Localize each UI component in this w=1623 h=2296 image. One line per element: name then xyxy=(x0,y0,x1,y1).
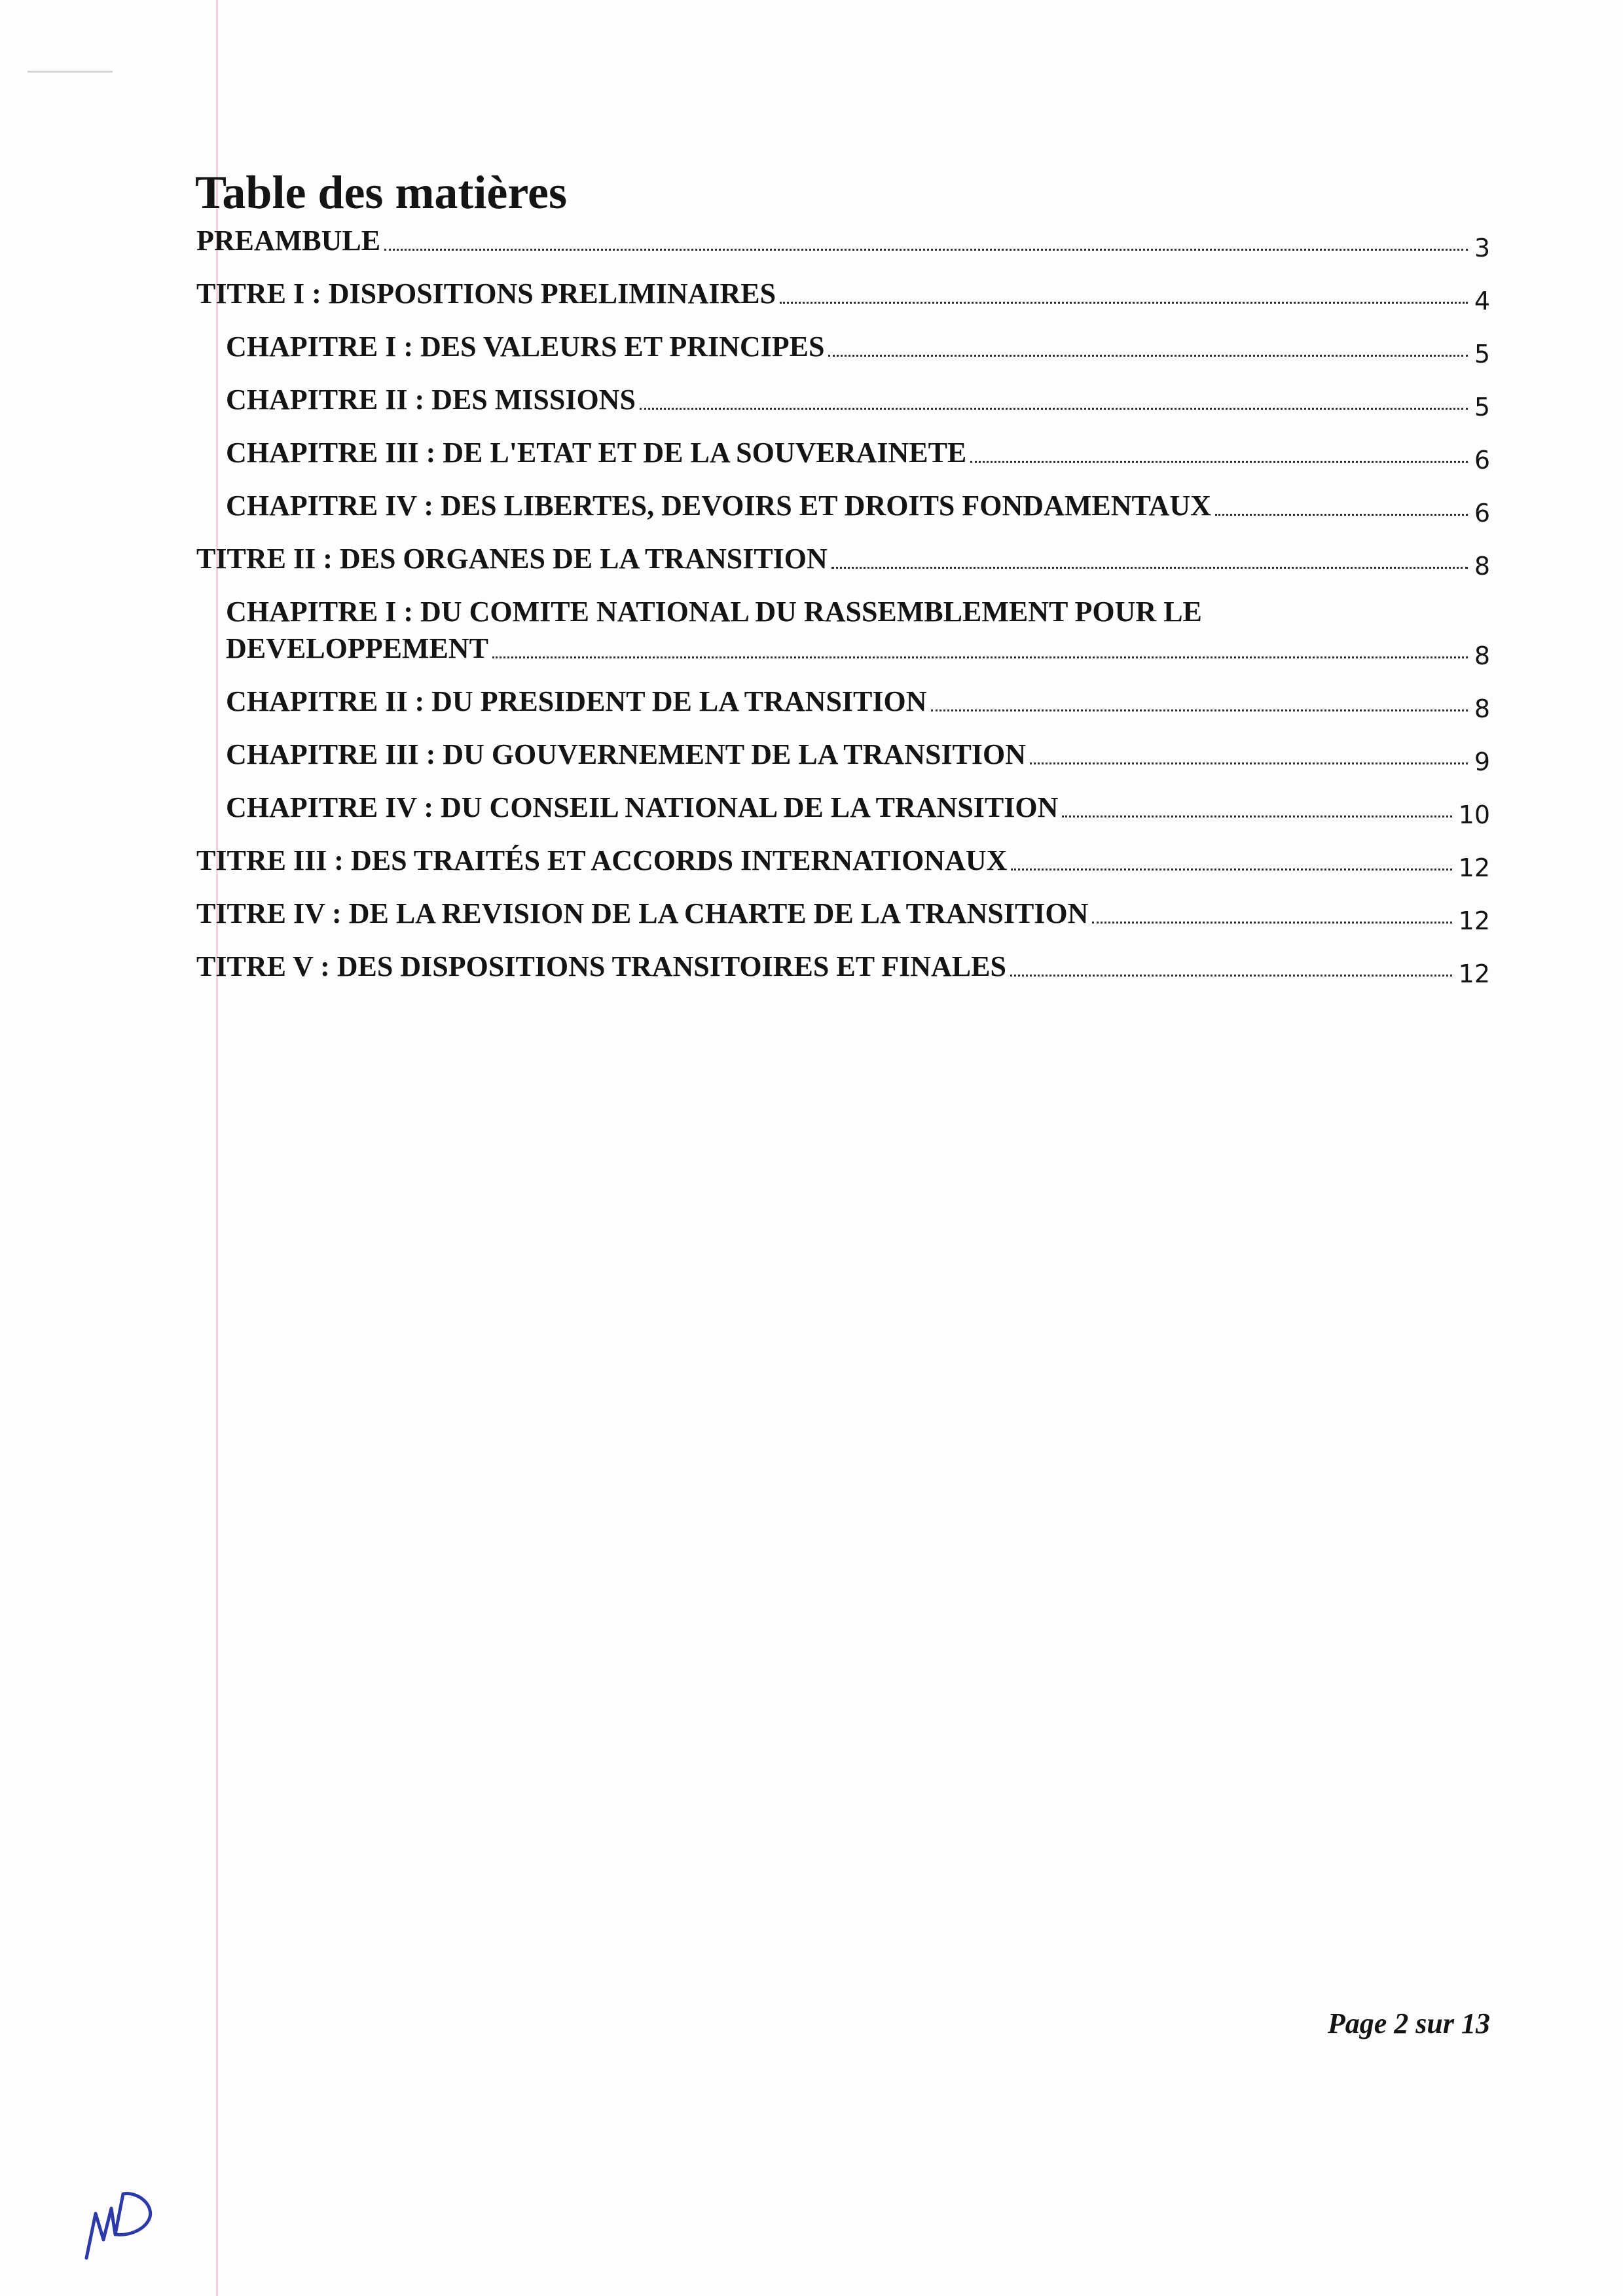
toc-entry-label: DEVELOPPEMENT xyxy=(226,632,488,664)
toc-entry-label: CHAPITRE III : DU GOUVERNEMENT DE LA TRANSITION xyxy=(226,738,1027,770)
toc-entry-page: 12 xyxy=(1458,906,1490,935)
toc-entry-page: 8 xyxy=(1474,694,1490,723)
toc-entry-page: 4 xyxy=(1474,287,1490,315)
toc-entry-label: TITRE I : DISPOSITIONS PRELIMINAIRES xyxy=(196,278,776,310)
toc-entry-page: 6 xyxy=(1474,446,1490,475)
initials-signature xyxy=(72,2153,157,2265)
toc-entry-line-2 xyxy=(226,630,1490,670)
toc-dot-leader xyxy=(831,567,1468,569)
toc-entry-page: 12 xyxy=(1458,960,1490,988)
toc-list xyxy=(0,0,1623,1047)
toc-entry-titre-1-chapitre-1[interactable] xyxy=(226,329,1490,368)
toc-dot-leader xyxy=(780,302,1468,304)
toc-entry-line-1 xyxy=(226,594,1202,626)
toc-entry-titre-1-chapitre-3[interactable] xyxy=(226,435,1490,475)
toc-entry-page: 12 xyxy=(1458,853,1490,882)
toc-entry-titre-1-chapitre-4[interactable] xyxy=(226,488,1490,528)
toc-entry-titre-2-chapitre-3[interactable] xyxy=(226,736,1490,776)
toc-entry-page: 5 xyxy=(1474,393,1490,422)
toc-dot-leader xyxy=(492,656,1468,658)
toc-entry-label: CHAPITRE IV : DU CONSEIL NATIONAL DE LA TRANSITION xyxy=(226,791,1059,823)
toc-entry-page: 8 xyxy=(1474,552,1490,581)
toc-entry-titre-1-chapitre-2[interactable] xyxy=(226,382,1490,422)
toc-entry-titre-5[interactable] xyxy=(196,948,1490,988)
toc-entry-label: CHAPITRE IV : DES LIBERTES, DEVOIRS ET DROITS FONDAMENTAUX xyxy=(226,490,1211,522)
toc-entry-label: TITRE V : DES DISPOSITIONS TRANSITOIRES ET FINALES xyxy=(196,950,1006,982)
toc-entry-page: 3 xyxy=(1474,234,1490,262)
toc-entry-page: 5 xyxy=(1474,340,1490,368)
page-number-footer: Page 2 sur 13 xyxy=(1327,2007,1490,2039)
toc-entry-preambule[interactable] xyxy=(196,223,1490,262)
toc-entry-titre-4[interactable] xyxy=(196,895,1490,935)
toc-entry-label: CHAPITRE II : DU PRESIDENT DE LA TRANSITION xyxy=(226,685,927,717)
toc-dot-leader xyxy=(931,709,1468,711)
toc-dot-leader xyxy=(1062,816,1451,817)
toc-entry-page: 10 xyxy=(1458,800,1490,829)
toc-dot-leader xyxy=(828,355,1467,357)
toc-entry-titre-3[interactable] xyxy=(196,842,1490,882)
toc-dot-leader xyxy=(1215,514,1468,516)
toc-entry-page: 8 xyxy=(1474,641,1490,670)
toc-entry-page: 6 xyxy=(1474,499,1490,528)
toc-entry-label: TITRE III : DES TRAITÉS ET ACCORDS INTERNATIONAUX xyxy=(196,844,1008,876)
toc-entry-page: 9 xyxy=(1474,747,1490,776)
toc-entry-label: TITRE II : DES ORGANES DE LA TRANSITION xyxy=(196,543,828,575)
toc-dot-leader xyxy=(384,249,1468,251)
toc-dot-leader xyxy=(970,461,1468,463)
toc-title: Table des matières xyxy=(195,166,567,219)
toc-dot-leader xyxy=(1010,975,1452,977)
toc-entry-label: CHAPITRE I : DU COMITE NATIONAL DU RASSEMBLEMENT POUR LE xyxy=(226,596,1202,628)
toc-entry-titre-2[interactable] xyxy=(196,541,1490,581)
toc-dot-leader xyxy=(1092,922,1451,924)
toc-entry-titre-1[interactable] xyxy=(196,276,1490,315)
toc-dot-leader xyxy=(1030,762,1468,764)
toc-entry-label: CHAPITRE I : DES VALEURS ET PRINCIPES xyxy=(226,331,825,363)
toc-entry-label: TITRE IV : DE LA REVISION DE LA CHARTE DE LA TRANSITION xyxy=(196,897,1089,929)
toc-entry-label: CHAPITRE II : DES MISSIONS xyxy=(226,384,636,416)
toc-dot-leader xyxy=(1011,869,1451,870)
toc-entry-label: CHAPITRE III : DE L'ETAT ET DE LA SOUVERAINETE xyxy=(226,437,967,469)
toc-dot-leader xyxy=(640,408,1468,410)
toc-entry-label: PREAMBULE xyxy=(196,224,381,257)
toc-entry-titre-2-chapitre-2[interactable] xyxy=(226,683,1490,723)
toc-entry-titre-2-chapitre-4[interactable] xyxy=(226,789,1490,829)
